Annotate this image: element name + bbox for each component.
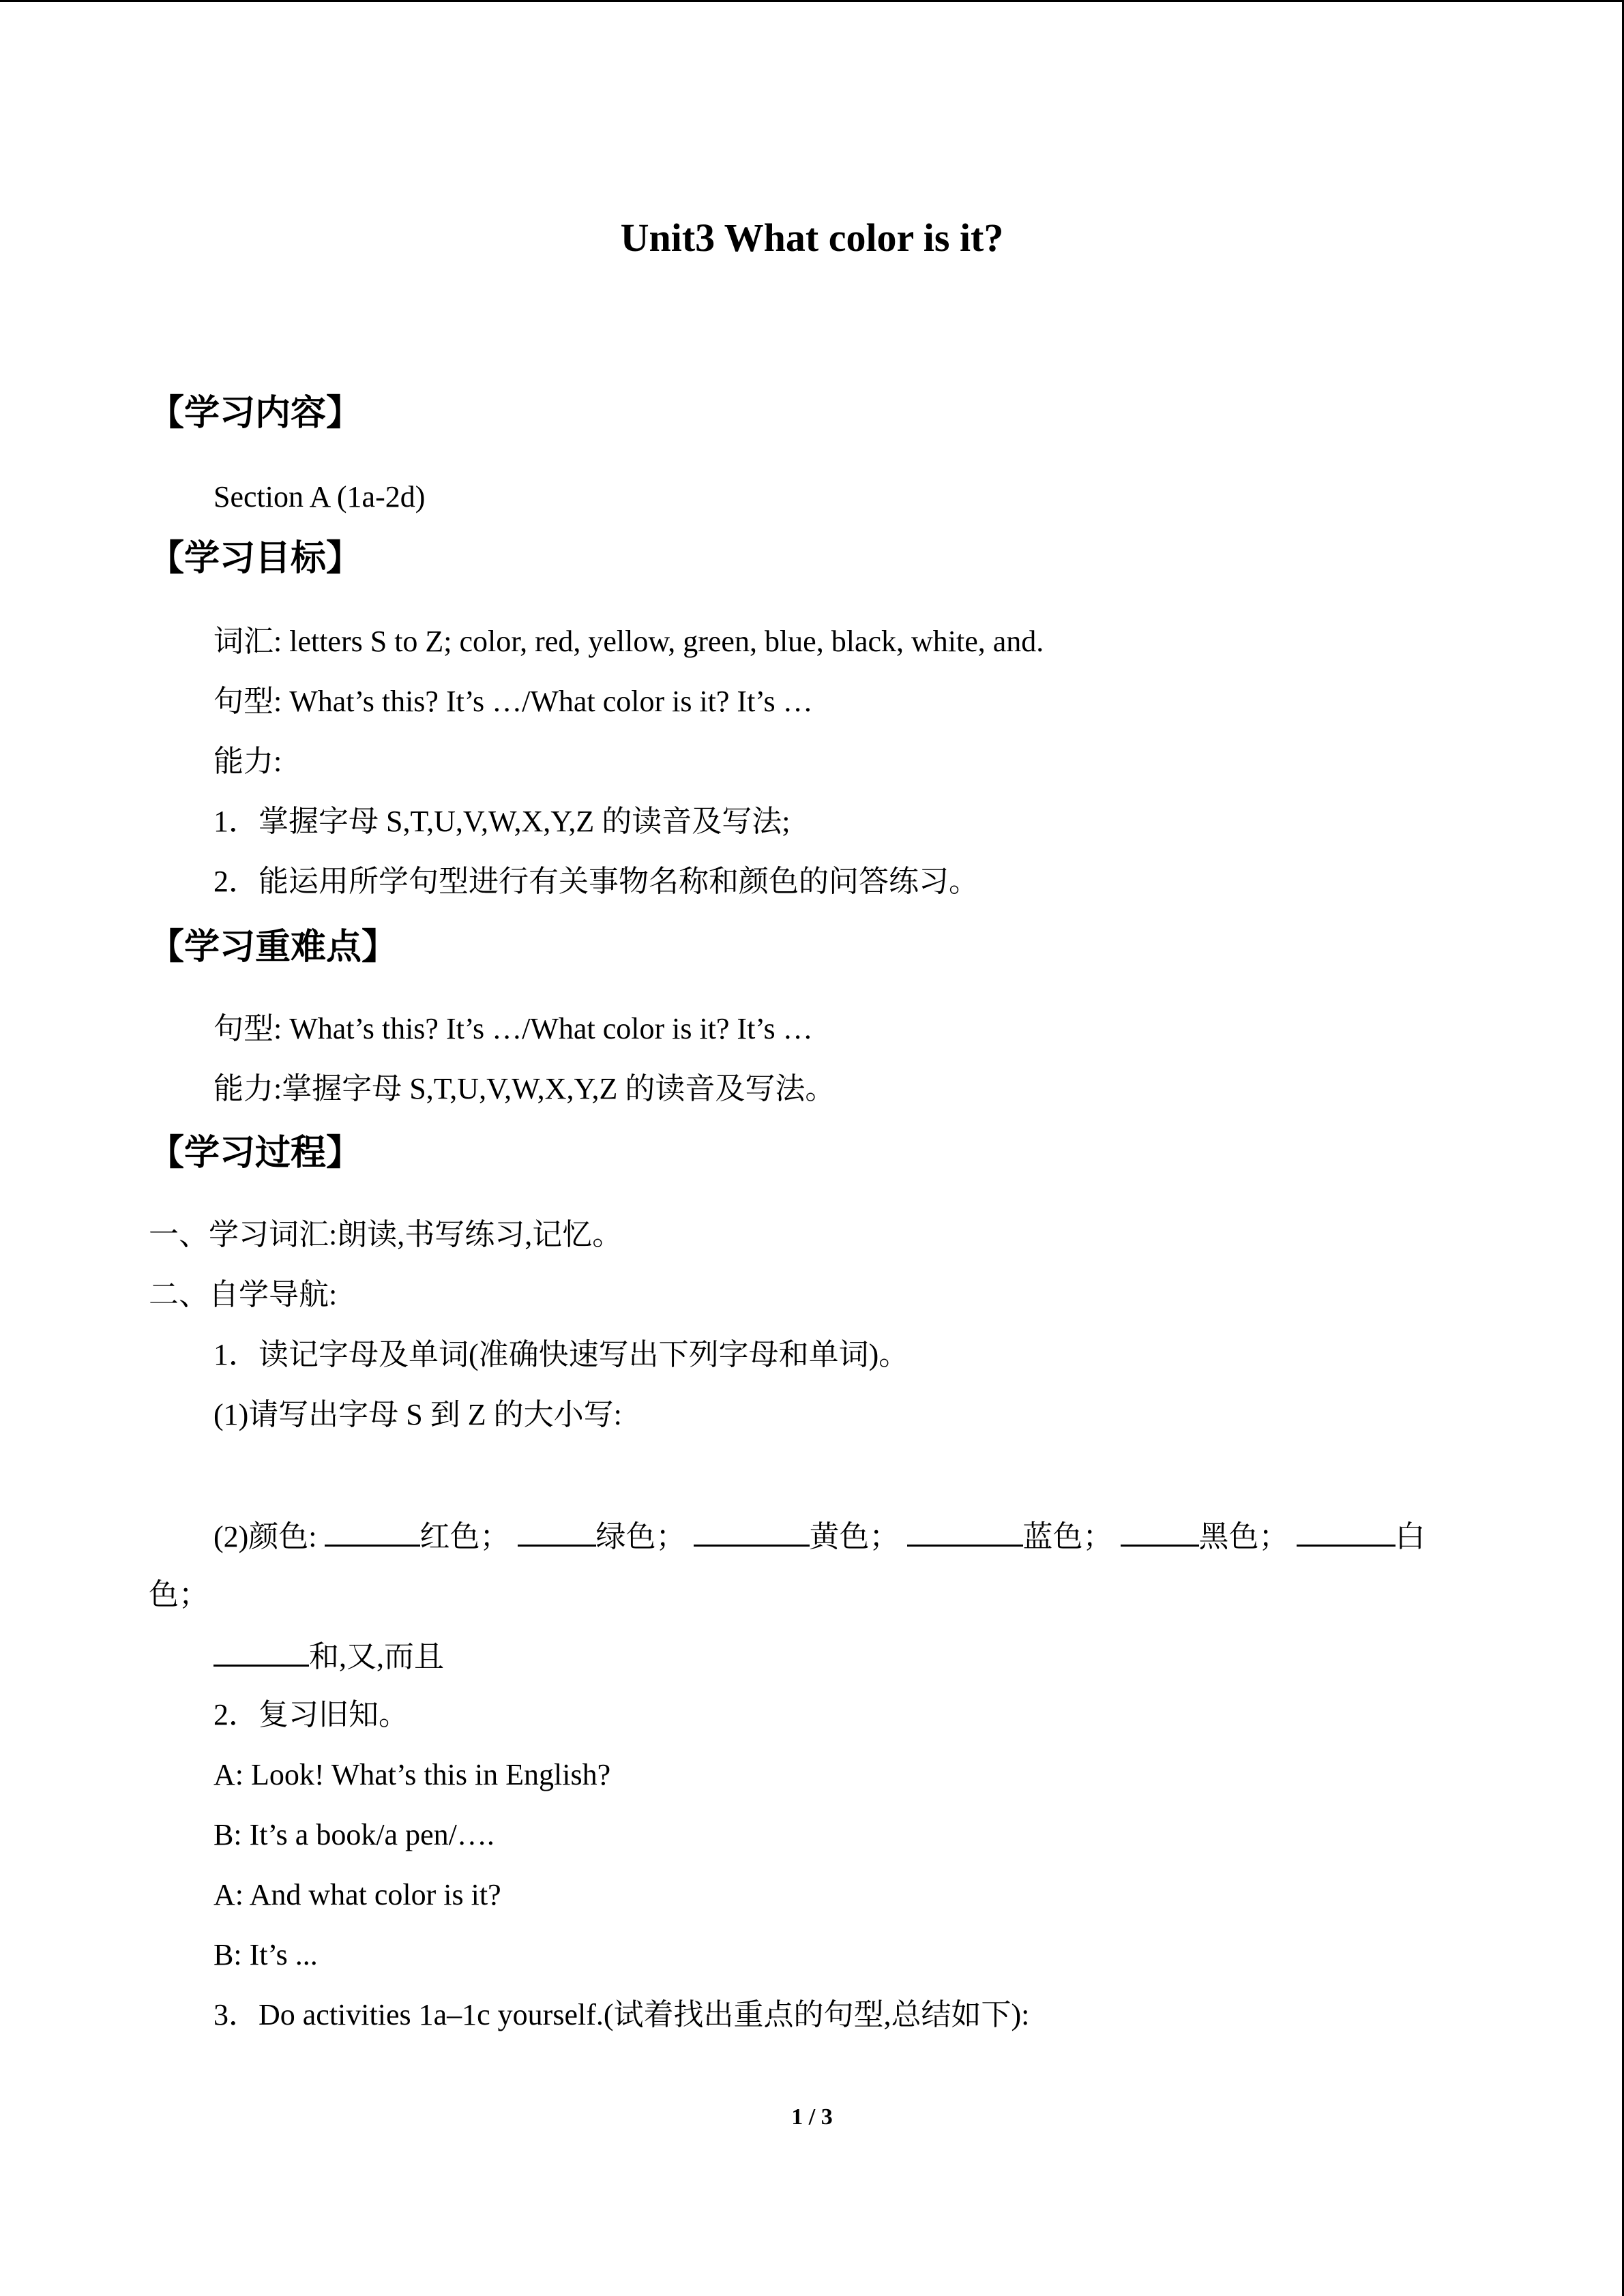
review-heading: 2．复习旧知。 [213, 1698, 409, 1731]
blank-and[interactable] [213, 1637, 309, 1667]
colors-prefix: (2)颜色: [213, 1520, 325, 1553]
heading-learning-content: 【学习内容】 [149, 393, 362, 434]
activity-3: 3．Do activities 1a–1c yourself.(试着找出重点的句型,总结如下): [213, 1998, 1030, 2031]
dialog-line-3: A: And what color is it? [213, 1878, 501, 1911]
goals-vocabulary: 词汇: letters S to Z; color, red, yellow, green, blue, black, white, and. [213, 625, 1044, 658]
document-title: Unit3 What color is it? [620, 215, 1004, 260]
blank-red[interactable] [325, 1517, 420, 1547]
color-black-label: 黑色； [1198, 1520, 1289, 1553]
heading-key-points: 【学习重难点】 [149, 927, 398, 968]
color-white-label-a: 白 [1395, 1520, 1426, 1553]
content-section-line: Section A (1a-2d) [213, 480, 426, 513]
blank-blue[interactable] [907, 1517, 1023, 1547]
heading-learning-goals: 【学习目标】 [149, 538, 362, 579]
blank-yellow[interactable] [694, 1517, 810, 1547]
page-number: 1 / 3 [791, 2104, 833, 2130]
goals-item-1: 1．掌握字母 S,T,U,V,W,X,Y,Z 的读音及写法; [213, 805, 791, 838]
color-blue-label: 蓝色； [1022, 1520, 1113, 1553]
dialog-line-4: B: It’s ... [213, 1938, 318, 1971]
color-red-label: 红色； [419, 1520, 510, 1553]
process-step-2-1: 1．读记字母及单词(准确快速写出下列字母和单词)。 [213, 1338, 909, 1371]
goals-ability-label: 能力: [213, 745, 282, 778]
heading-learning-process: 【学习过程】 [149, 1133, 362, 1174]
key-ability: 能力:掌握字母 S,T,U,V,W,X,Y,Z 的读音及写法。 [213, 1072, 836, 1105]
and-label: 和,又,而且 [309, 1640, 444, 1673]
process-step-2-1-a: (1)请写出字母 S 到 Z 的大小写: [213, 1398, 622, 1431]
colors-fill-line [213, 1517, 1426, 1555]
color-green-label: 绿色； [595, 1520, 686, 1553]
and-fill-line [213, 1637, 444, 1675]
key-sentence-pattern: 句型: What’s this? It’s …/What color is it? It’s … [213, 1012, 813, 1045]
color-yellow-label: 黄色； [809, 1520, 900, 1553]
goals-item-2: 2．能运用所学句型进行有关事物名称和颜色的问答练习。 [213, 865, 979, 898]
blank-white[interactable] [1297, 1517, 1396, 1547]
blank-green[interactable] [518, 1517, 596, 1547]
dialog-line-2: B: It’s a book/a pen/…. [213, 1818, 494, 1851]
goals-sentence-pattern: 句型: What’s this? It’s …/What color is it? It’s … [213, 685, 813, 718]
process-step-2: 二、自学导航: [149, 1278, 338, 1311]
process-step-1: 一、学习词汇:朗读,书写练习,记忆。 [149, 1218, 623, 1251]
color-white-label-b: 色； [149, 1578, 209, 1611]
blank-black[interactable] [1121, 1517, 1199, 1547]
dialog-line-1: A: Look! What’s this in English? [213, 1758, 611, 1791]
